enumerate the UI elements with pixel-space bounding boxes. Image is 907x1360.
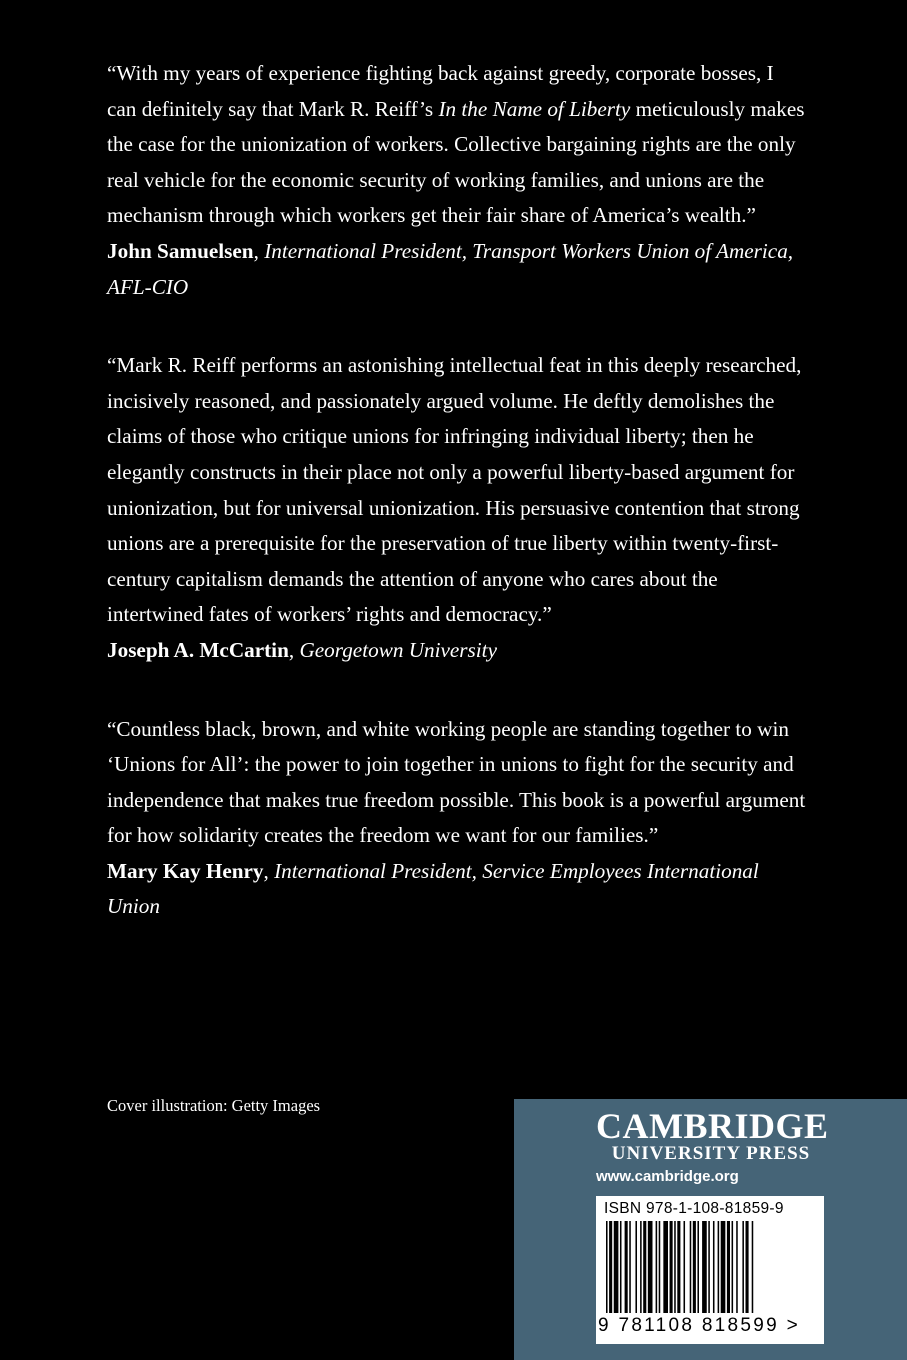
publisher-subtitle: UNIVERSITY PRESS — [611, 1143, 811, 1164]
endorsements — [107, 56, 807, 925]
book-title: In the Name of Liberty — [438, 96, 631, 121]
blurb-quote-2: “Mark R. Reiff performs an astonishing intellectual feat in this deeply researched, incisively reasoned, and passionately argued volume. He deftly demolishes the claims of those who critique unions for infringing individual liberty; then he elegantly constructs in their place not only a powerful liberty-based argument for unionization, but for universal unionization. His persuasive contention that strong unions are a prerequisite for the preservation of true liberty within twenty-first-century capitalism demands the attention of anyone who cares about the intertwined fates of workers’ rights and democracy.” — [107, 353, 802, 627]
publisher-box — [514, 1099, 907, 1360]
barcode-icon — [606, 1221, 814, 1313]
cover-credit: Cover illustration: Getty Images — [107, 1096, 321, 1115]
barcode-panel — [596, 1196, 824, 1344]
blurb-attribution-1: John Samuelsen, International President, Transport Workers Union of America, AFL-CIO — [107, 238, 794, 299]
isbn-label: ISBN 978-1-108-81859-9 — [604, 1200, 784, 1217]
blurb-quote-1: “With my years of experience fighting back against greedy, corporate bosses, I can definitely say that Mark R. Reiff’s In the Name of Liberty meticulously makes the case for the unionization of workers. Collective bargaining rights are the only real vehicle for the economic security of working families, and unions are the mechanism through which workers get their fair share of America’s wealth.” — [107, 61, 805, 228]
blurb-quote-3: “Countless black, brown, and white working people are standing together to win ‘Unions for All’: the power to join together in unions to fight for the security and independence that makes true freedom possible. This book is a powerful argument for how solidarity creates the freedom we want for our families.” — [107, 716, 806, 848]
publisher-name: CAMBRIDGE — [596, 1106, 829, 1146]
endorser-name: John Samuelsen — [107, 238, 254, 263]
blurb-attribution-3: Mary Kay Henry, International President, Service Employees International Union — [107, 858, 759, 919]
endorser-affiliation: Georgetown University — [299, 637, 497, 662]
publisher-url: www.cambridge.org — [596, 1168, 739, 1185]
blurb-attribution-2: Joseph A. McCartin, Georgetown University — [107, 637, 497, 662]
endorser-name: Mary Kay Henry — [107, 858, 264, 883]
endorser-name: Joseph A. McCartin — [107, 637, 289, 662]
endorser-affiliation: International President, Transport Workers Union of America, AFL-CIO — [107, 238, 794, 299]
barcode-digits: 9 781108 818599 > — [598, 1315, 800, 1336]
endorser-affiliation: International President, Service Employees International Union — [107, 858, 759, 919]
